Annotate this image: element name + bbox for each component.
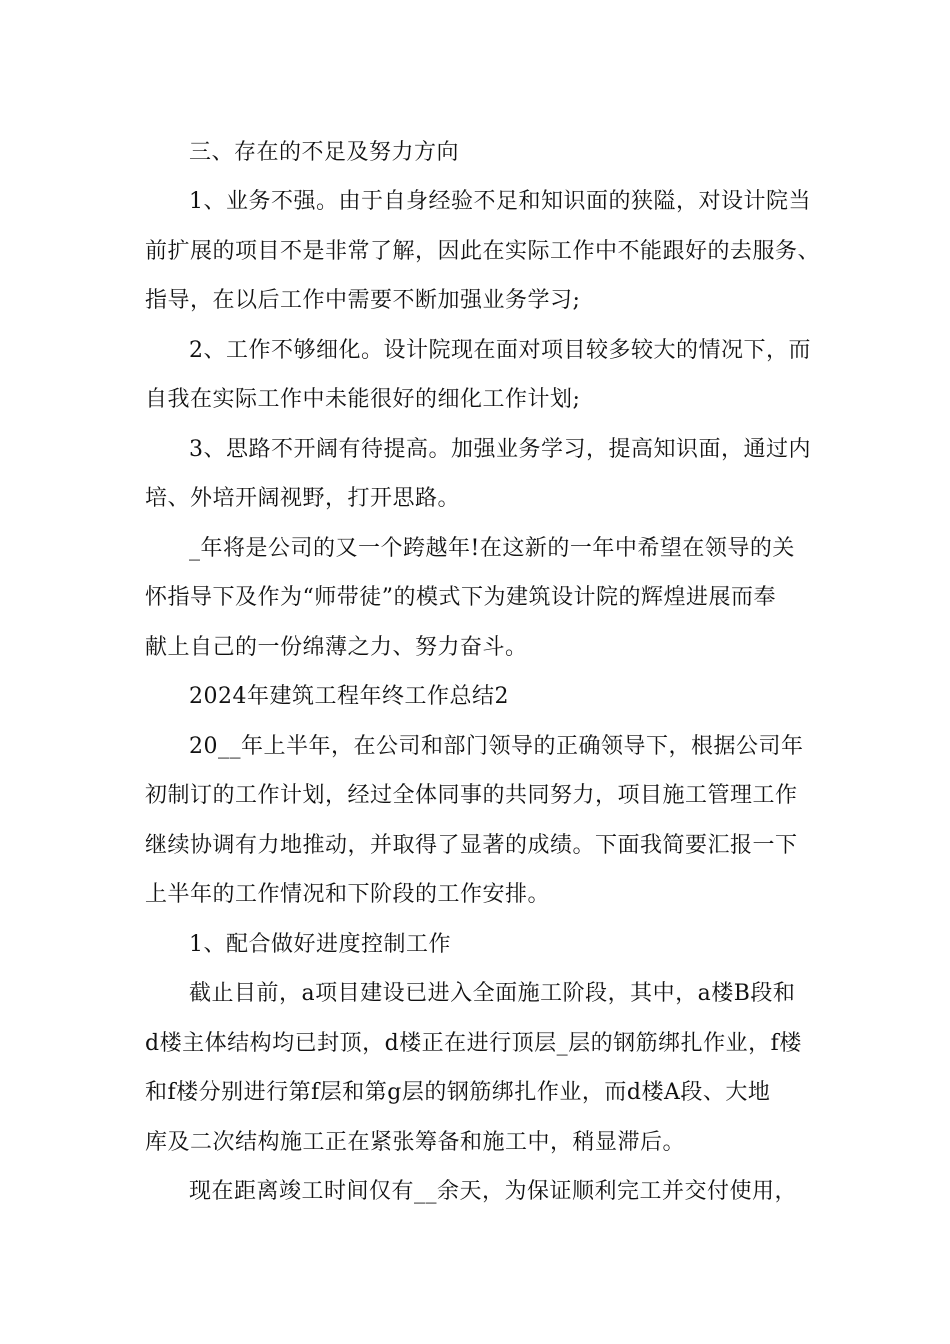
paragraph-line: 怀指导下及作为“师带徒”的模式下为建筑设计院的辉煌进展而奉 — [145, 585, 776, 610]
paragraph-line: 2、工作不够细化。设计院现在面对项目较多较大的情况下，而 — [189, 338, 811, 363]
paragraph-line: 20__年上半年，在公司和部门领导的正确领导下，根据公司年 — [189, 734, 804, 759]
paragraph-line: d楼主体结构均已封顶，d楼正在进行顶层_层的钢筋绑扎作业，f楼 — [145, 1031, 802, 1056]
paragraph-line: 指导，在以后工作中需要不断加强业务学习; — [145, 288, 581, 313]
paragraph-line: 前扩展的项目不是非常了解，因此在实际工作中不能跟好的去服务、 — [145, 239, 821, 264]
section-heading-shortcomings: 三、存在的不足及努力方向 — [189, 140, 460, 165]
document-section-title: 2024年建筑工程年终工作总结2 — [189, 684, 509, 709]
paragraph-line: 库及二次结构施工正在紧张筹备和施工中，稍显滞后。 — [145, 1130, 686, 1155]
paragraph-line: 自我在实际工作中未能很好的细化工作计划; — [145, 387, 581, 412]
paragraph-line: 上半年的工作情况和下阶段的工作安排。 — [145, 882, 551, 907]
paragraph-line: _年将是公司的又一个跨越年!在这新的一年中希望在领导的关 — [189, 536, 795, 561]
paragraph-line: 初制订的工作计划，经过全体同事的共同努力，项目施工管理工作 — [145, 783, 798, 808]
paragraph-line: 献上自己的一份绵薄之力、努力奋斗。 — [145, 635, 528, 660]
subheading-progress-control: 1、配合做好进度控制工作 — [189, 932, 451, 957]
paragraph-line: 截止目前，a项目建设已进入全面施工阶段，其中，a楼B段和 — [189, 981, 796, 1006]
paragraph-line: 培、外培开阔视野，打开思路。 — [145, 486, 461, 511]
paragraph-line: 继续协调有力地推动，并取得了显著的成绩。下面我简要汇报一下 — [145, 833, 798, 858]
paragraph-line: 和f楼分别进行第f层和第g层的钢筋绑扎作业，而d楼A段、大地 — [145, 1080, 771, 1105]
paragraph-line: 现在距离竣工时间仅有__余天，为保证顺利完工并交付使用， — [189, 1179, 798, 1204]
paragraph-line: 1、业务不强。由于自身经验不足和知识面的狭隘，对设计院当 — [189, 189, 811, 214]
paragraph-line: 3、思路不开阔有待提高。加强业务学习，提高知识面，通过内 — [189, 437, 811, 462]
